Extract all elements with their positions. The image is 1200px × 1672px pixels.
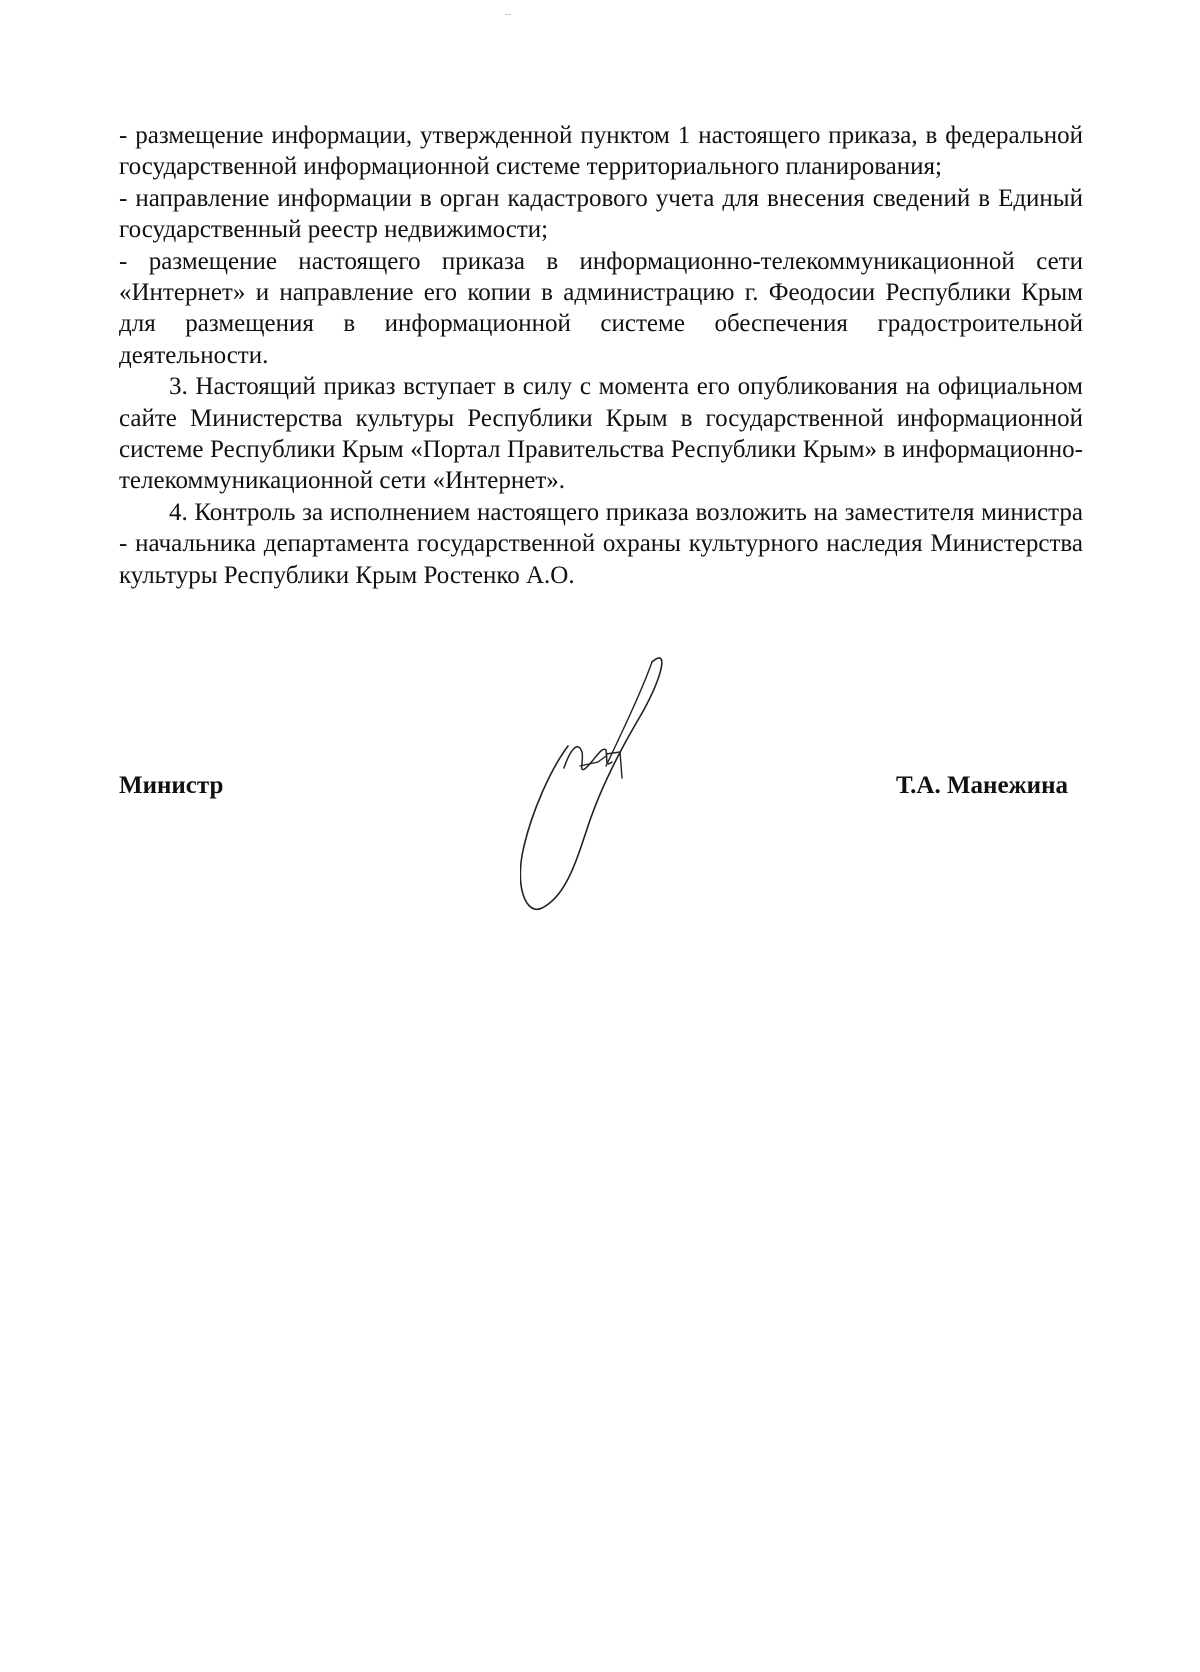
paragraph-bullet-cadastral: - направление информации в орган кадастрового учета для внесения сведений в Единый государственный реестр недвижимости; bbox=[119, 184, 1083, 244]
paragraph-item-4: 4. Контроль за исполнением настоящего приказа возложить на заместителя министра - начальника департамента государственной охраны культурного наследия Министерства культуры Республики Крым Ростенко А.О. bbox=[119, 498, 1083, 589]
paragraph-bullet-internet: - размещение настоящего приказа в информационно-телекоммуникационной сети «Интернет» и направление его копии в администрацию г. Феодосии Республики Крым для размещения в информационной системе обеспечения градостроительной деятельности. bbox=[119, 247, 1083, 369]
signatory-title: Министр bbox=[119, 772, 224, 799]
paragraph-item-3: 3. Настоящий приказ вступает в силу с момента его опубликования на официальном сайте Министерства культуры Республики Крым в государственной информационной системе Республики Крым «Портал Правительства Республики Крым» в информационно-телекоммуникационной сети «Интернет». bbox=[119, 373, 1083, 495]
signatory-name: Т.А. Манежина bbox=[895, 772, 1068, 799]
paragraph-bullet-publication: - размещение информации, утвержденной пунктом 1 настоящего приказа, в федеральной государственной информационной системе территориального планирования; bbox=[119, 122, 1083, 181]
handwritten-signature bbox=[520, 650, 710, 920]
